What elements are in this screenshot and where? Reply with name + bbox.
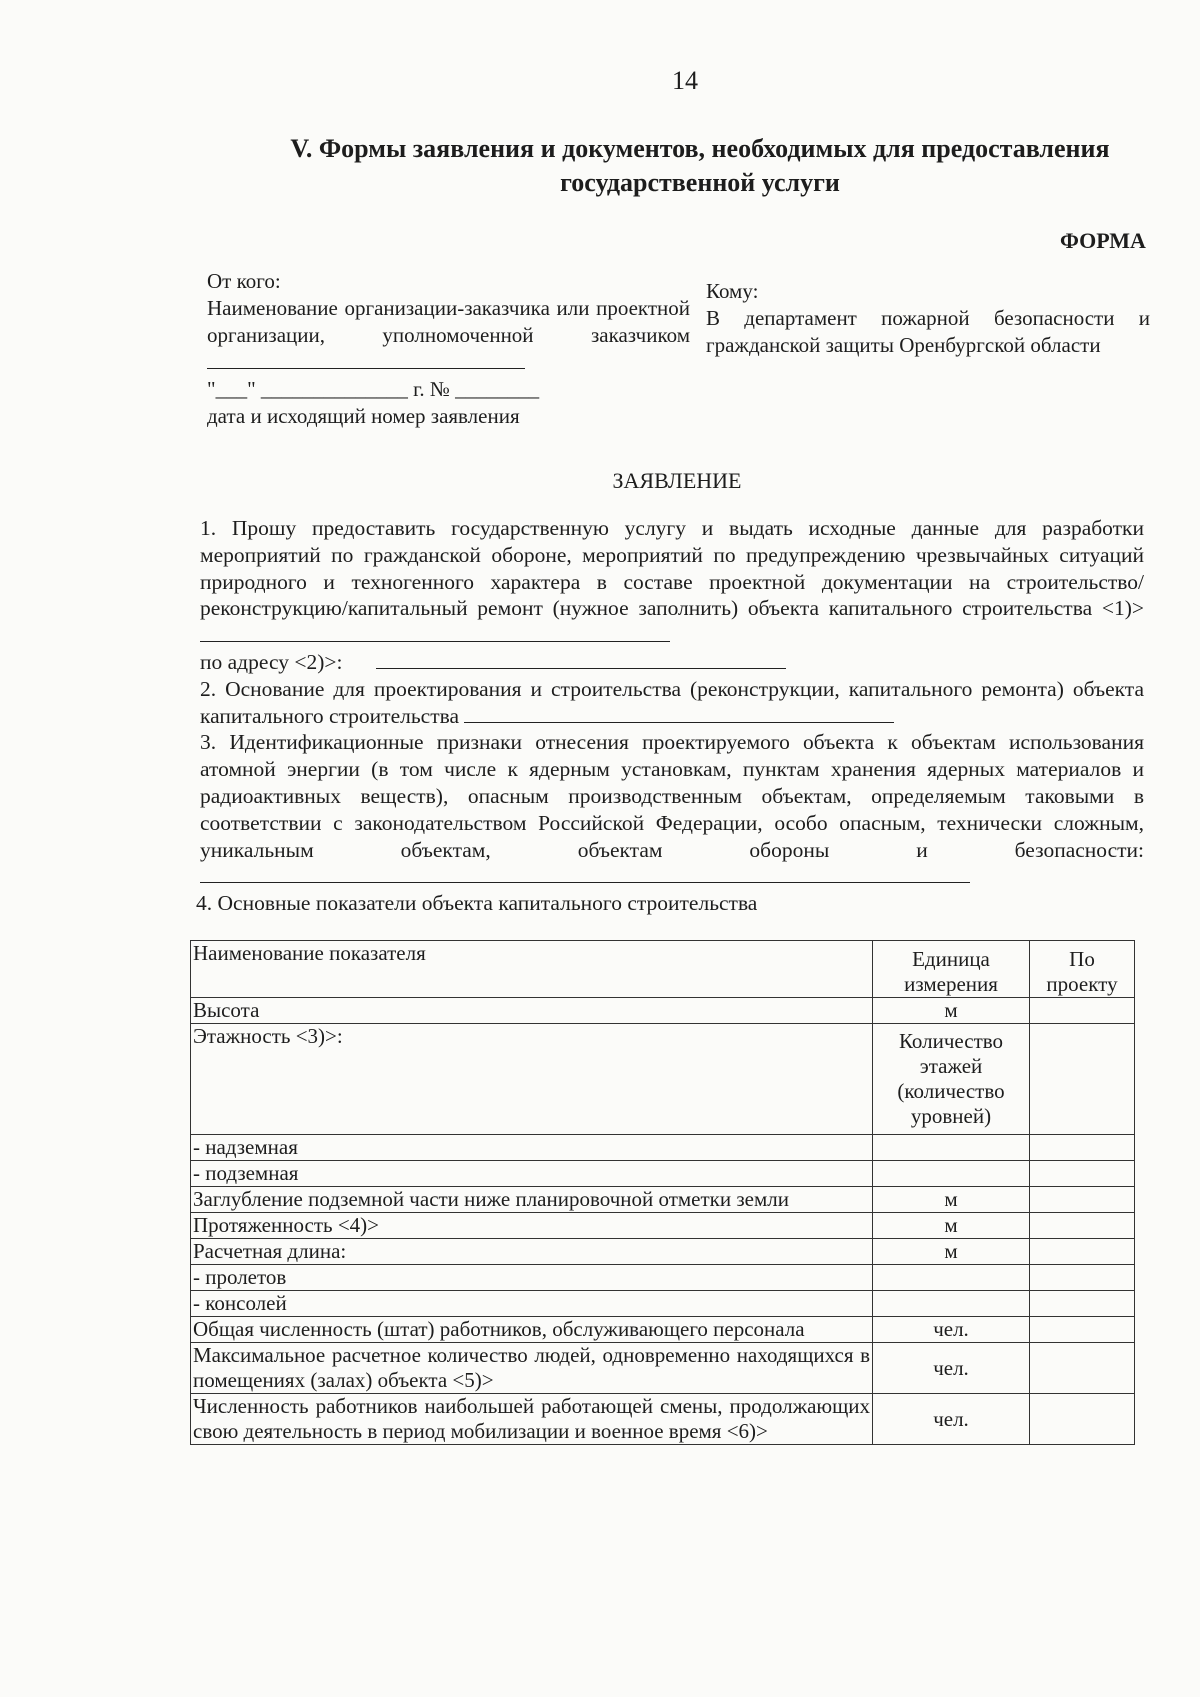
row-unit: [873, 1135, 1030, 1161]
basis-field[interactable]: [464, 704, 894, 723]
row-name: Этажность <3)>:: [191, 1024, 873, 1135]
row-name: Максимальное расчетное количество людей, одновременно находящихся в помещениях (залах) объекта <5)>: [191, 1343, 873, 1394]
row-value-cell[interactable]: [1030, 1213, 1135, 1239]
paragraph-2-text: 2. Основание для проектирования и строительства (реконструкции, капитального ремонта) объекта капитального строительства: [200, 676, 1144, 728]
table-row: [191, 1291, 1135, 1317]
sender-block: [207, 268, 690, 430]
address-label: по адресу <2)>:: [200, 649, 343, 674]
row-name: Общая численность (штат) работников, обслуживающего персонала: [191, 1317, 873, 1343]
row-name: Высота: [191, 998, 873, 1024]
table-row: [191, 1317, 1135, 1343]
table-row: [191, 1343, 1135, 1394]
object-name-field[interactable]: [200, 623, 670, 642]
date-number-line: "___" ______________ г. № ________: [207, 377, 540, 401]
row-value-cell[interactable]: [1030, 1161, 1135, 1187]
row-unit: м: [873, 1213, 1030, 1239]
row-name: - надземная: [191, 1135, 873, 1161]
row-unit: м: [873, 998, 1030, 1024]
sender-text: Наименование организации-заказчика или проектной организации, уполномоченной заказчиком: [207, 296, 690, 347]
sender-label: От кого:: [207, 269, 281, 293]
form-label: ФОРМА: [1060, 228, 1146, 253]
paragraph-1: [200, 515, 1144, 649]
row-value-cell[interactable]: [1030, 1024, 1135, 1135]
header-unit: Единица измерения: [873, 941, 1030, 998]
row-name: - консолей: [191, 1291, 873, 1317]
section-title: V. Формы заявления и документов, необходимых для предоставления государственной услуги: [290, 134, 1110, 197]
table-row: [191, 1161, 1135, 1187]
row-name: Численность работников наибольшей работающей смены, продолжающих свою деятельность в период мобилизации и военное время <6)>: [191, 1394, 873, 1445]
row-value-cell[interactable]: [1030, 1394, 1135, 1445]
row-name: - подземная: [191, 1161, 873, 1187]
paragraph-3: [200, 729, 1144, 890]
row-unit: чел.: [873, 1343, 1030, 1394]
row-unit: [873, 1291, 1030, 1317]
table-row: [191, 1213, 1135, 1239]
row-value-cell[interactable]: [1030, 1187, 1135, 1213]
recipient-block: [706, 278, 1150, 359]
sender-name-field[interactable]: [207, 350, 525, 369]
page-number: 14: [672, 66, 698, 95]
row-unit: [873, 1265, 1030, 1291]
table-row: [191, 1265, 1135, 1291]
sender-description: [207, 295, 690, 376]
identification-field[interactable]: [200, 864, 970, 883]
paragraph-1-text: 1. Прошу предоставить государственную услугу и выдать исходные данные для разработки мероприятий по гражданской обороне, мероприятий по предупреждению чрезвычайных ситуаций природного и техногенного характера в составе проектной документации на строительство/реконструкцию/капитальный ремонт (нужное заполнить) объекта капитального строительства <1)>: [200, 516, 1144, 621]
table-row: [191, 1239, 1135, 1265]
date-number-caption: дата и исходящий номер заявления: [207, 404, 520, 428]
row-unit: чел.: [873, 1394, 1030, 1445]
row-name: Расчетная длина:: [191, 1239, 873, 1265]
row-unit: Количество этажей (количество уровней): [873, 1024, 1030, 1135]
row-unit: м: [873, 1187, 1030, 1213]
address-field[interactable]: [376, 650, 786, 669]
paragraph-4: 4. Основные показатели объекта капитального строительства: [196, 891, 758, 916]
table-header-row: [191, 941, 1135, 998]
row-unit: [873, 1161, 1030, 1187]
table-row: [191, 1394, 1135, 1445]
row-name: Заглубление подземной части ниже планировочной отметки земли: [191, 1187, 873, 1213]
row-value-cell[interactable]: [1030, 1343, 1135, 1394]
header-project-value: По проекту: [1030, 941, 1135, 998]
row-name: - пролетов: [191, 1265, 873, 1291]
row-value-cell[interactable]: [1030, 1265, 1135, 1291]
recipient-text: В департамент пожарной безопасности и гражданской защиты Оренбургской области: [706, 306, 1150, 357]
row-value-cell[interactable]: [1030, 1135, 1135, 1161]
row-value-cell[interactable]: [1030, 1317, 1135, 1343]
row-unit: м: [873, 1239, 1030, 1265]
paragraph-3-text: 3. Идентификационные признаки отнесения проектируемого объекта к объектам использования атомной энергии (в том числе к ядерным установкам, пунктам хранения ядерных материалов и радиоактивных веществ), опасным производственным объектам, определяемым таковыми в соответствии с законодательством Российской Федерации, особо опасным, технически сложным, уникальным объектам, объектам обороны и безопасности:: [200, 730, 1144, 862]
table-row: [191, 1024, 1135, 1135]
statement-body: [196, 515, 1144, 917]
recipient-label: Кому:: [706, 279, 759, 303]
row-value-cell[interactable]: [1030, 1239, 1135, 1265]
header-indicator-name: Наименование показателя: [191, 941, 873, 998]
document-title: ЗАЯВЛЕНИЕ: [612, 468, 742, 493]
row-name: Протяженность <4)>: [191, 1213, 873, 1239]
table-row: [191, 1135, 1135, 1161]
paragraph-1-address: [200, 649, 1144, 676]
table-row: [191, 1187, 1135, 1213]
row-value-cell[interactable]: [1030, 998, 1135, 1024]
row-unit: чел.: [873, 1317, 1030, 1343]
indicators-table: [190, 940, 1135, 1445]
paragraph-2: [200, 676, 1144, 730]
table-row: [191, 998, 1135, 1024]
row-value-cell[interactable]: [1030, 1291, 1135, 1317]
